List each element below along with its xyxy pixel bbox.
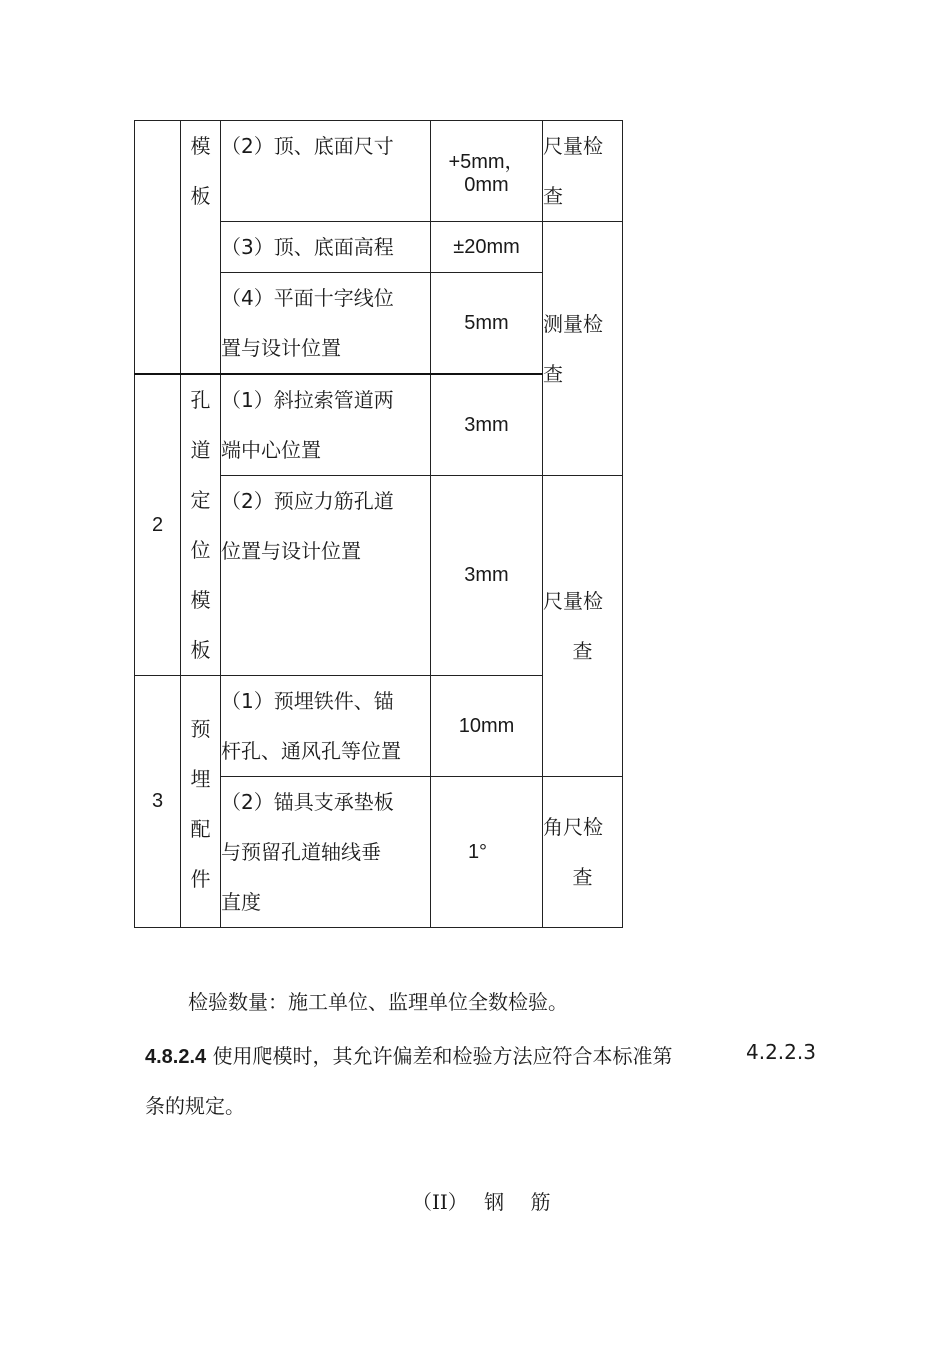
clause-number: 4.8.2.4	[145, 1046, 207, 1068]
category-duct-template: 孔 道 定 位 模 板	[181, 374, 221, 676]
tolerance-table	[134, 120, 623, 928]
row-number-3: 3	[135, 676, 181, 928]
tolerance-prestress-duct: 3mm	[431, 476, 543, 676]
method-ruler-2: 尺量检 查	[543, 476, 623, 777]
tolerance-embedded-iron: 10mm	[431, 676, 543, 777]
clause-4-8-2-4	[145, 1040, 673, 1069]
inspection-quantity-text: 检验数量：施工单位、监理单位全数检验。	[188, 990, 568, 1014]
item-top-bottom-size: （2）顶、底面尺寸	[221, 121, 431, 222]
tolerance-stay-cable-duct: 3mm	[431, 374, 543, 476]
clause-reference: 4.2.2.3	[746, 1040, 816, 1064]
tolerance-top-bottom-size: +5mm，0mm	[431, 121, 543, 222]
item-stay-cable-duct: （1）斜拉索管道两 端中心位置	[221, 374, 431, 476]
row-number-1	[135, 121, 181, 375]
tolerance-top-bottom-elevation: ±20mm	[431, 222, 543, 273]
method-measurement: 测量检 查	[543, 222, 623, 476]
section-roman: （II）	[412, 1190, 468, 1214]
section-title-char-1: 钢	[484, 1190, 505, 1214]
category-formwork: 模 板	[181, 121, 221, 375]
category-embedded-parts: 预 埋 配 件	[181, 676, 221, 928]
clause-text-1: 使用爬模时，其允许偏差和检验方法应符合本标准第	[212, 1044, 673, 1068]
item-top-bottom-elevation: （3）顶、底面高程	[221, 222, 431, 273]
item-prestress-duct: （2）预应力筋孔道 位置与设计位置	[221, 476, 431, 676]
method-ruler-1: 尺量检 查	[543, 121, 623, 222]
clause-text-2: 条的规定。	[145, 1094, 245, 1118]
tolerance-anchor-plate: 1°	[431, 777, 543, 928]
tolerance-cross-line-position: 5mm	[431, 273, 543, 375]
item-cross-line-position: （4）平面十字线位 置与设计位置	[221, 273, 431, 375]
method-angle-ruler: 角尺检 查	[543, 777, 623, 928]
section-title-char-2: 筋	[530, 1190, 551, 1214]
row-number-2: 2	[135, 374, 181, 676]
item-anchor-plate: （2）锚具支承垫板 与预留孔道轴线垂 直度	[221, 777, 431, 928]
section-heading	[412, 1186, 551, 1215]
item-embedded-iron: （1）预埋铁件、锚 杆孔、通风孔等位置	[221, 676, 431, 777]
